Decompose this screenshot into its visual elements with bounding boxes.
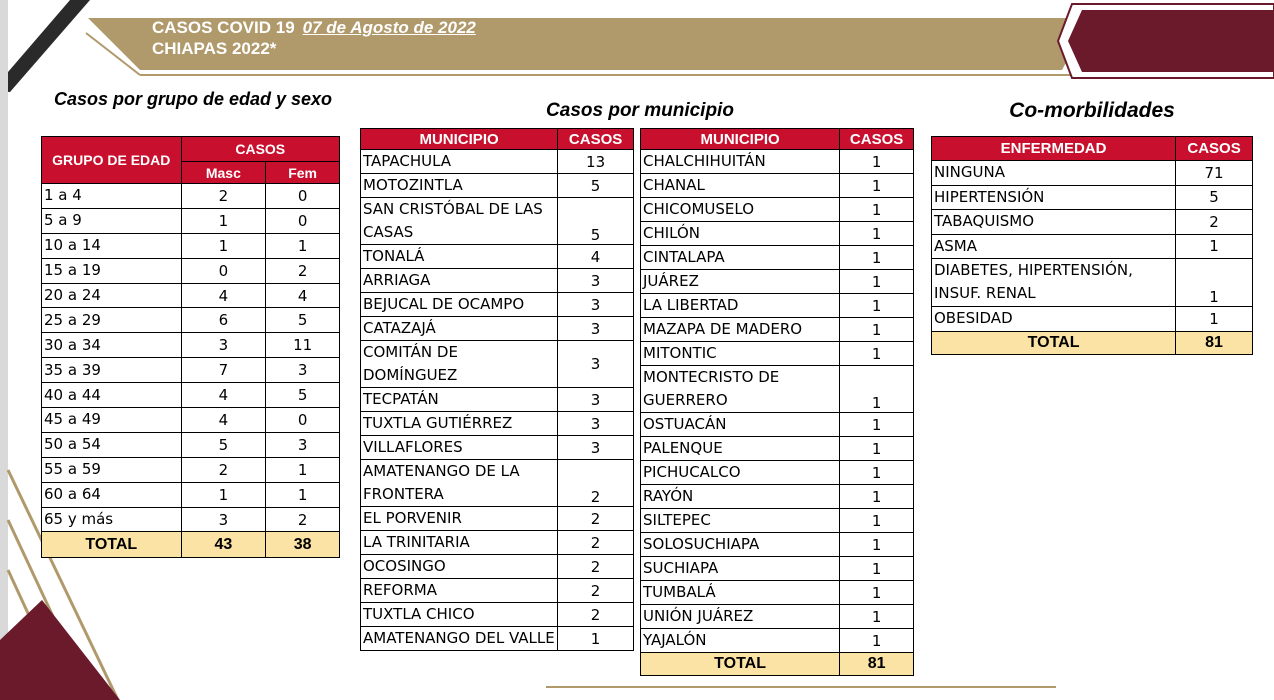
table-row [641,461,914,485]
municipio-cases-cell: 1 [840,174,914,198]
comorb-section-title: Co-morbilidades [1009,99,1175,122]
total-label: TOTAL [641,653,840,676]
age-group-cell: 55 a 59 [42,457,182,482]
age-group-cell: 10 a 14 [42,233,182,258]
municipio-table-left [360,128,634,651]
municipio-cases-cell: 3 [558,341,634,388]
table-row [42,208,340,233]
table-row [932,307,1253,332]
table-row [361,245,634,269]
municipio-name-cell: TUMBALÁ [641,581,840,605]
table-row [641,294,914,318]
municipio-cases-cell: 3 [558,412,634,436]
comorbidities-table [931,136,1253,355]
municipio-name-cell: SAN CRISTÓBAL DE LAS CASAS [361,198,558,245]
municipio-name-cell: EL PORVENIR [361,507,558,531]
table-row [361,507,634,531]
age-group-cell: 1 a 4 [42,184,182,209]
disease-cases-cell: 71 [1176,161,1253,186]
table-row [932,259,1253,307]
municipio-cases-cell: 2 [558,460,634,507]
total-label: TOTAL [42,532,182,558]
table-row [42,233,340,258]
municipio-name-cell: LA LIBERTAD [641,294,840,318]
table-row [42,383,340,408]
fem-cell: 11 [266,333,340,358]
table-row [641,222,914,246]
municipio-name-cell: TONALÁ [361,245,558,269]
municipio-name-cell: AMATENANGO DE LA FRONTERA [361,460,558,507]
municipio-name-cell: YAJALÓN [641,629,840,653]
fem-cell: 1 [266,233,340,258]
header-subtitle: CHIAPAS 2022* [152,39,277,58]
fem-cell: 3 [266,358,340,383]
masc-cell: 4 [181,408,266,433]
disease-name-cell: TABAQUISMO [932,210,1176,235]
municipio-cases-cell: 3 [558,388,634,412]
table-row [42,482,340,507]
table-row [361,603,634,627]
table-row [361,627,634,651]
municipio-cases-cell: 1 [840,366,914,413]
table-row [641,198,914,222]
municipio-cases-cell: 1 [840,557,914,581]
disease-cases-cell: 1 [1176,234,1253,259]
table-row [361,341,634,388]
fem-cell: 5 [266,383,340,408]
fem-cell: 3 [266,432,340,457]
fem-header: Fem [266,162,340,184]
age-cases-header: CASOS [181,137,340,162]
disease-name-cell: NINGUNA [932,161,1176,186]
table-row [641,270,914,294]
table-row [42,507,340,532]
municipio-cases-cell: 1 [840,509,914,533]
age-group-header: GRUPO DE EDAD [42,137,182,184]
municipio-name-cell: CATAZAJÁ [361,317,558,341]
table-row [641,557,914,581]
municipio-name-cell: CHILÓN [641,222,840,246]
table-row [361,555,634,579]
disease-cases-cell: 1 [1176,307,1253,332]
table-row [361,150,634,174]
fem-cell: 0 [266,208,340,233]
age-group-cell: 65 y más [42,507,182,532]
table-row [361,388,634,412]
table-row [641,342,914,366]
disease-name-cell: DIABETES, HIPERTENSIÓN, INSUF. RENAL [932,259,1176,307]
table-row [361,412,634,436]
municipio-name-cell: CHALCHIHUITÁN [641,150,840,174]
municipio-name-cell: TUXTLA GUTIÉRREZ [361,412,558,436]
table-row [361,460,634,507]
disease-name-cell: HIPERTENSIÓN [932,185,1176,210]
total-value: 81 [840,653,914,676]
masc-cell: 7 [181,358,266,383]
comorb-cases-header: CASOS [1176,137,1253,161]
municipio-cases-cell: 2 [558,555,634,579]
table-row [641,174,914,198]
fem-cell: 5 [266,308,340,333]
municipio-cases-cell: 4 [558,245,634,269]
municipio-section-title: Casos por municipio [546,100,734,121]
masc-cell: 2 [181,457,266,482]
municipio-name-cell: SUCHIAPA [641,557,840,581]
masc-cell: 1 [181,208,266,233]
masc-cell: 1 [181,482,266,507]
municipio-cases-cell: 1 [840,318,914,342]
age-group-cell: 40 a 44 [42,383,182,408]
table-row [641,437,914,461]
table-row [42,432,340,457]
masc-header: Masc [181,162,266,184]
municipio-cases-cell: 2 [558,603,634,627]
table-row [42,283,340,308]
table-row [641,413,914,437]
municipio-cases-cell: 1 [840,294,914,318]
municipio-header: MUNICIPIO [361,129,558,150]
fem-cell: 1 [266,482,340,507]
municipio-name-cell: OCOSINGO [361,555,558,579]
total-row [42,532,340,558]
fem-cell: 2 [266,507,340,532]
masc-cell: 2 [181,184,266,209]
table-row [42,184,340,209]
total-label: TOTAL [932,331,1176,354]
municipio-name-cell: PALENQUE [641,437,840,461]
table-row [42,457,340,482]
table-row [932,185,1253,210]
fem-cell: 2 [266,258,340,283]
table-row [361,531,634,555]
table-row [361,317,634,341]
municipio-name-cell: VILLAFLORES [361,436,558,460]
municipio-name-cell: COMITÁN DE DOMÍNGUEZ [361,341,558,388]
table-row [42,358,340,383]
municipio-name-cell: OSTUACÁN [641,413,840,437]
total-row [932,331,1253,354]
municipio-name-cell: TAPACHULA [361,150,558,174]
age-group-cell: 5 a 9 [42,208,182,233]
table-row [42,408,340,433]
disease-name-cell: OBESIDAD [932,307,1176,332]
table-row [361,293,634,317]
municipio-name-cell: CINTALAPA [641,246,840,270]
table-row [641,629,914,653]
table-row [641,605,914,629]
table-row [641,246,914,270]
table-row [641,485,914,509]
masc-cell: 4 [181,383,266,408]
municipio-cases-cell: 1 [840,485,914,509]
municipio-cases-cell: 13 [558,150,634,174]
table-row [641,366,914,413]
fem-cell: 0 [266,184,340,209]
municipio-cases-cell: 1 [840,437,914,461]
municipio-cases-cell: 3 [558,269,634,293]
table-row [361,579,634,603]
table-row [641,150,914,174]
municipio-cases-cell: 1 [840,150,914,174]
municipio-cases-cell: 3 [558,293,634,317]
municipio-name-cell: PICHUCALCO [641,461,840,485]
municipio-name-cell: CHANAL [641,174,840,198]
municipio-cases-cell: 2 [558,579,634,603]
masc-cell: 3 [181,333,266,358]
municipio-name-cell: MOTOZINTLA [361,174,558,198]
table-row [641,318,914,342]
age-group-cell: 45 a 49 [42,408,182,433]
table-row [641,533,914,557]
casos-header: CASOS [558,129,634,150]
masc-cell: 0 [181,258,266,283]
municipio-name-cell: SILTEPEC [641,509,840,533]
municipio-cases-cell: 1 [840,342,914,366]
total-row [641,653,914,676]
municipio-name-cell: LA TRINITARIA [361,531,558,555]
municipio-cases-cell: 1 [840,629,914,653]
municipio-name-cell: AMATENANGO DEL VALLE [361,627,558,651]
municipio-name-cell: MONTECRISTO DE GUERRERO [641,366,840,413]
masc-cell: 5 [181,432,266,457]
table-row [641,581,914,605]
table-row [932,234,1253,259]
table-row [361,269,634,293]
municipio-name-cell: SOLOSUCHIAPA [641,533,840,557]
table-row [361,174,634,198]
masc-cell: 4 [181,283,266,308]
municipio-cases-cell: 1 [840,222,914,246]
municipio-name-cell: JUÁREZ [641,270,840,294]
municipio-cases-cell: 5 [558,198,634,245]
municipio-name-cell: UNIÓN JUÁREZ [641,605,840,629]
disease-name-cell: ASMA [932,234,1176,259]
municipio-name-cell: ARRIAGA [361,269,558,293]
header [152,17,476,59]
masc-cell: 6 [181,308,266,333]
age-group-cell: 30 a 34 [42,333,182,358]
municipio-cases-cell: 3 [558,317,634,341]
fem-cell: 0 [266,408,340,433]
municipio-table-right [640,128,914,676]
age-group-cell: 60 a 64 [42,482,182,507]
municipio-cases-cell: 1 [840,605,914,629]
masc-cell: 3 [181,507,266,532]
municipio-cases-cell: 1 [840,581,914,605]
municipio-header: MUNICIPIO [641,129,840,150]
municipio-cases-cell: 2 [558,531,634,555]
age-group-cell: 15 a 19 [42,258,182,283]
municipio-cases-cell: 5 [558,174,634,198]
municipio-cases-cell: 1 [840,533,914,557]
total-fem: 38 [266,532,340,558]
fem-cell: 4 [266,283,340,308]
header-date: 07 de Agosto de 2022 [302,18,476,37]
table-row [42,308,340,333]
municipio-cases-cell: 1 [840,413,914,437]
fem-cell: 1 [266,457,340,482]
header-title: CASOS COVID 19 [152,18,295,37]
age-group-cell: 25 a 29 [42,308,182,333]
disease-cases-cell: 2 [1176,210,1253,235]
age-table [41,136,340,558]
municipio-name-cell: TUXTLA CHICO [361,603,558,627]
disease-cases-cell: 1 [1176,259,1253,307]
table-row [361,198,634,245]
table-row [932,161,1253,186]
total-masc: 43 [181,532,266,558]
total-value: 81 [1176,331,1253,354]
table-row [932,210,1253,235]
municipio-name-cell: TECPATÁN [361,388,558,412]
age-section-title: Casos por grupo de edad y sexo [53,89,333,109]
municipio-cases-cell: 1 [840,270,914,294]
municipio-cases-cell: 3 [558,436,634,460]
table-row [641,509,914,533]
age-group-cell: 50 a 54 [42,432,182,457]
municipio-cases-cell: 2 [558,507,634,531]
municipio-cases-cell: 1 [840,461,914,485]
masc-cell: 1 [181,233,266,258]
age-group-cell: 20 a 24 [42,283,182,308]
table-row [42,333,340,358]
municipio-name-cell: CHICOMUSELO [641,198,840,222]
table-row [361,436,634,460]
disease-header: ENFERMEDAD [932,137,1176,161]
municipio-cases-cell: 1 [840,198,914,222]
disease-cases-cell: 5 [1176,185,1253,210]
casos-header: CASOS [840,129,914,150]
municipio-cases-cell: 1 [558,627,634,651]
table-row [42,258,340,283]
municipio-name-cell: MITONTIC [641,342,840,366]
municipio-name-cell: REFORMA [361,579,558,603]
age-group-cell: 35 a 39 [42,358,182,383]
municipio-name-cell: RAYÓN [641,485,840,509]
municipio-cases-cell: 1 [840,246,914,270]
municipio-name-cell: MAZAPA DE MADERO [641,318,840,342]
municipio-name-cell: BEJUCAL DE OCAMPO [361,293,558,317]
